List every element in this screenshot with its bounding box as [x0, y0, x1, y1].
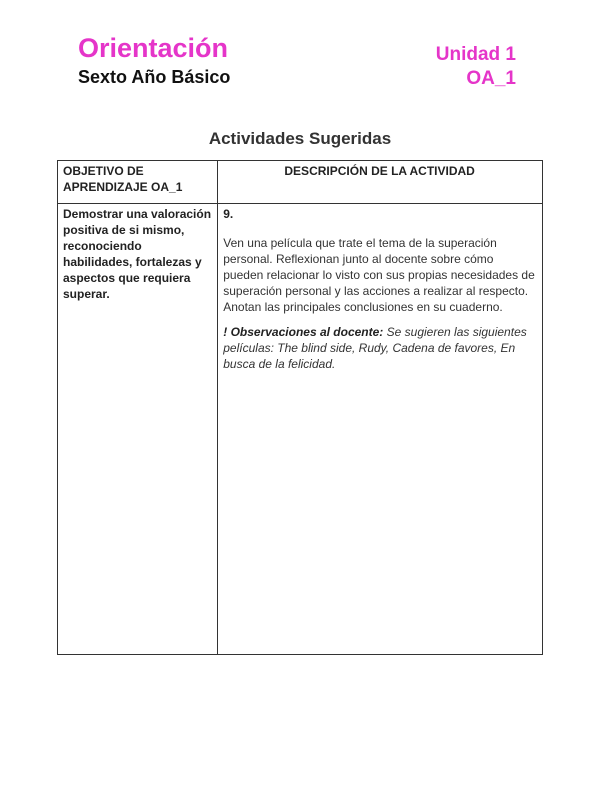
table-header-row — [58, 161, 543, 204]
activity-table — [57, 160, 543, 655]
description-column-header: DESCRIPCIÓN DE LA ACTIVIDAD — [218, 161, 543, 204]
unit-label: Unidad 1 — [435, 44, 516, 65]
objective-cell: Demostrar una valoración positiva de si mismo, reconociendo habilidades, fortalezas y aspectos que requiera superar. — [58, 204, 218, 655]
objective-column-header: OBJETIVO DE APRENDIZAJE OA_1 — [58, 161, 218, 204]
page-title: Orientación — [78, 33, 229, 63]
table-row — [58, 204, 543, 655]
grade-subtitle: Sexto Año Básico — [78, 67, 231, 87]
observation-label: ! Observaciones al docente: — [223, 325, 384, 339]
activity-number: 9. — [223, 207, 234, 221]
description-cell — [218, 204, 543, 655]
section-title: Actividades Sugeridas — [208, 129, 392, 148]
activity-description: Ven una película que trate el tema de la superación personal. Reflexionan junto al docente sobre cómo pueden relacionar lo visto con sus propias necesidades de superación personal y las acciones a realizar al respecto. Anotan las principales conclusiones en su cuaderno. — [223, 236, 535, 314]
oa-code-label: OA_1 — [466, 68, 516, 89]
teacher-observation — [223, 324, 536, 372]
observation-text: Se sugieren las siguientes películas: The blind side, Rudy, Cadena de favores, En busca de la felicidad. — [223, 325, 527, 371]
